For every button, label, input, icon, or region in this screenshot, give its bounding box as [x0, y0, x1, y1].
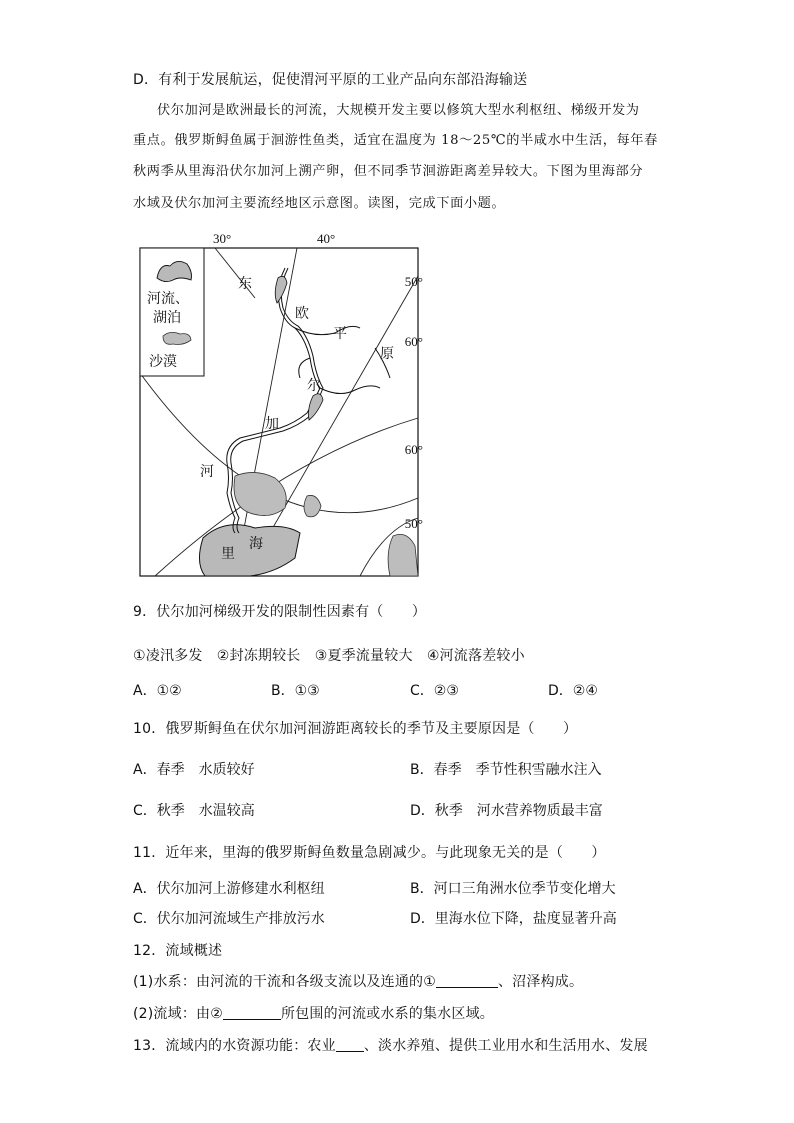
label-li: 里 [221, 546, 235, 562]
label-he: 河 [200, 464, 214, 480]
q13-pre: 13．流域内的水资源功能：农业 [133, 1038, 336, 1054]
q12-blank-1[interactable] [436, 973, 498, 988]
q11-option-c[interactable]: C．伏尔加河流域生产排放污水 [133, 911, 325, 927]
passage-line-1: 伏尔加河是欧洲最长的河流，大规模开发主要以修筑大型水利枢纽、梯级开发为 [157, 103, 640, 118]
q10-option-d[interactable]: D．秋季 河水营养物质最丰富 [410, 803, 603, 819]
label-yuan: 原 [380, 346, 394, 362]
label-dong: 东 [238, 276, 252, 292]
q11-option-a[interactable]: A．伏尔加河上游修建水利枢纽 [133, 881, 325, 897]
lat-50-bottom-label: 50° [404, 516, 423, 531]
legend-river-lake-label-2: 湖泊 [153, 310, 181, 326]
label-ou: 欧 [295, 306, 309, 322]
legend-desert-symbol [163, 332, 191, 344]
lon-40-label: 40° [317, 231, 336, 246]
label-er: 尔 [307, 378, 321, 394]
legend-river-lake-label: 河流、 [147, 291, 189, 307]
q13-post: 、淡水养殖、提供工业用水和生活用水、发展 [363, 1038, 648, 1054]
q12-title: 12．流域概述 [133, 943, 223, 959]
q9-option-d[interactable]: D．②④ [548, 683, 598, 699]
q11-option-b[interactable]: B．河口三角洲水位季节变化增大 [410, 881, 616, 897]
q9-items: ①凌汛多发 ②封冻期较长 ③夏季流量较大 ④河流落差较小 [133, 648, 525, 664]
lon-30-label: 30° [213, 231, 232, 246]
q10-option-a[interactable]: A．春季 水质较好 [133, 762, 255, 778]
q12-line-2-pre: (2)流域：由② [133, 1006, 223, 1022]
q13-blank[interactable] [336, 1037, 364, 1052]
option-d-previous: D．有利于发展航运，促使渭河平原的工业产品向东部沿海输送 [133, 72, 528, 88]
q12-line-1-post: 、沼泽构成。 [497, 974, 584, 990]
q10-stem: 10．俄罗斯鲟鱼在伏尔加河洄游距离较长的季节及主要原因是（ ） [133, 721, 578, 737]
q12-line-2 [133, 1003, 494, 1023]
legend-desert-label: 沙漠 [149, 354, 177, 370]
q10-option-c[interactable]: C．秋季 水温较高 [133, 803, 255, 819]
q12-line-1-pre: (1)水系：由河流的干流和各级支流以及连通的① [133, 974, 436, 990]
label-jia: 加 [265, 416, 279, 432]
q13-line [133, 1035, 648, 1055]
label-ping: 平 [333, 326, 347, 342]
q9-stem: 9．伏尔加河梯级开发的限制性因素有（ ） [133, 604, 427, 620]
lat-60-b-label: 60° [404, 442, 423, 457]
passage-line-4: 水域及伏尔加河主要流经地区示意图。读图，完成下面小题。 [133, 196, 506, 211]
q9-option-b[interactable]: B．①③ [271, 683, 320, 699]
q9-option-c[interactable]: C．②③ [410, 683, 459, 699]
passage-line-2: 重点。俄罗斯鲟鱼属于洄游性鱼类，适宜在温度为 18～25℃的半咸水中生活，每年春 [133, 133, 658, 148]
passage-line-3: 秋两季从里海沿伏尔加河上溯产卵，但不同季节洄游距离差异较大。下图为里海部分 [133, 164, 644, 179]
q12-line-2-post: 所包围的河流或水系的集水区域。 [280, 1006, 494, 1022]
q12-blank-2[interactable] [223, 1005, 281, 1020]
q10-option-b[interactable]: B．春季 季节性积雪融水注入 [410, 762, 602, 778]
q9-option-a[interactable]: A．①② [133, 683, 182, 699]
lat-50-top-label: 50° [404, 274, 423, 289]
label-hai: 海 [249, 536, 263, 552]
lat-60-a-label: 60° [404, 334, 423, 349]
q11-stem: 11．近年来，里海的俄罗斯鲟鱼数量急剧减少。与此现象无关的是（ ） [133, 845, 606, 861]
q11-option-d[interactable]: D．里海水位下降，盐度显著升高 [410, 911, 617, 927]
volga-caspian-map [135, 228, 425, 578]
q12-line-1 [133, 971, 583, 991]
